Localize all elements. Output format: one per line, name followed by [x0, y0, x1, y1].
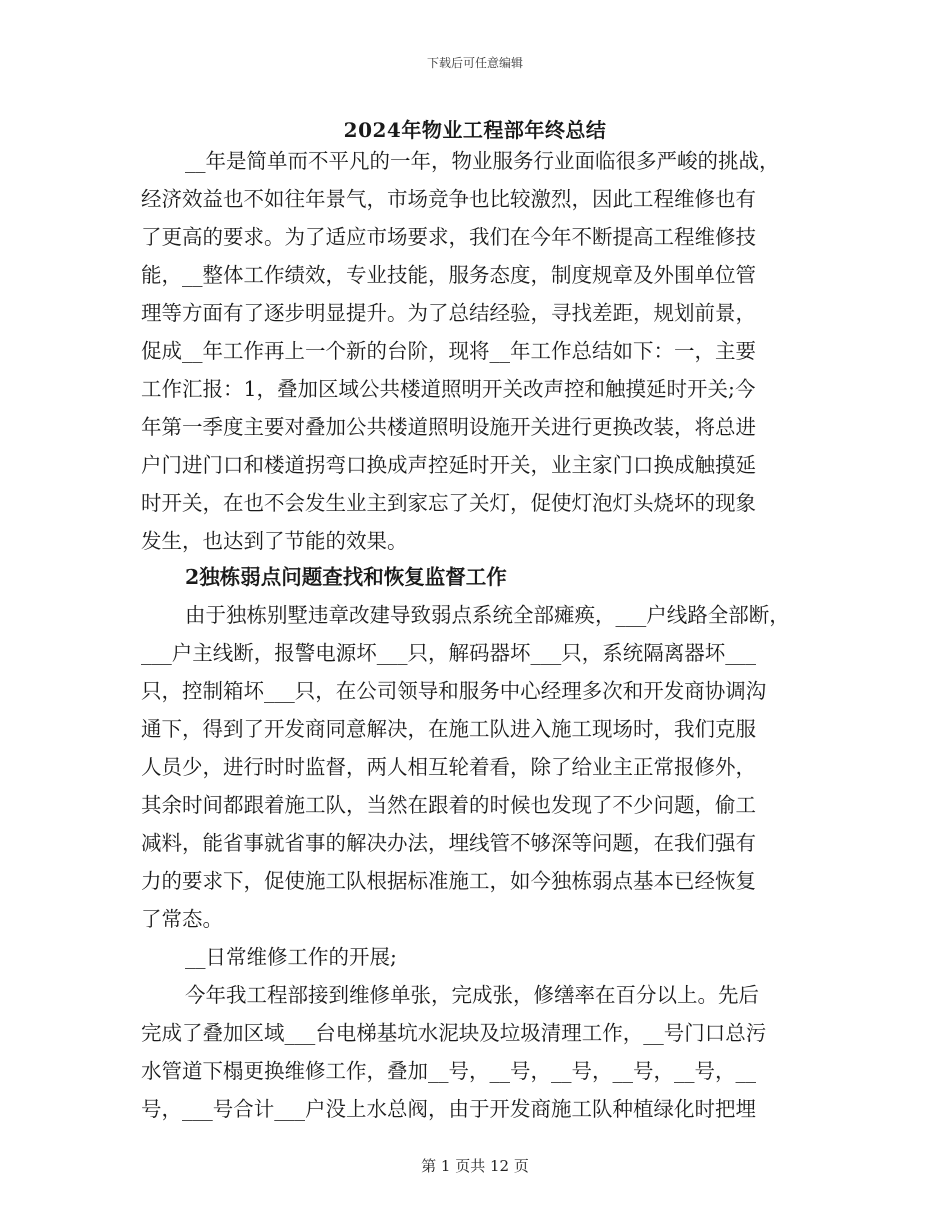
paragraph-line: 其余时间都跟着施工队，当然在跟着的时候也发现了不少问题，偷工: [141, 793, 756, 817]
paragraph-line: 人员少，进行时时监督，两人相互轮着看，除了给业主正常报修外，: [141, 755, 756, 779]
paragraph-line: 发生，也达到了节能的效果。: [141, 529, 408, 553]
paragraph-line: 年第一季度主要对叠加公共楼道照明设施开关进行更换改装，将总进: [141, 415, 756, 439]
paragraph-line: 水管道下榻更换维修工作，叠加__号，__号，__号，__号，__号，__: [141, 1059, 756, 1083]
paragraph-line: 力的要求下，促使施工队根据标准施工，如今独栋弱点基本已经恢复: [141, 869, 756, 893]
page-footer: 第 1 页共 12 页: [421, 1157, 529, 1175]
paragraph-line: 今年我工程部接到维修单张，完成张，修缮率在百分以上。先后: [185, 983, 759, 1007]
paragraph-line: 减料，能省事就省事的解决办法，埋线管不够深等问题，在我们强有: [141, 831, 756, 855]
paragraph-line: 只，控制箱坏___只，在公司领导和服务中心经理多次和开发商协调沟: [141, 679, 767, 703]
paragraph-line: 完成了叠加区域___台电梯基坑水泥块及垃圾清理工作，__号门口总污: [141, 1021, 767, 1045]
paragraph-line: 时开关，在也不会发生业主到家忘了关灯，促使灯泡灯头烧坏的现象: [141, 491, 756, 515]
page-title: 2024年物业工程部年终总结: [343, 118, 607, 142]
paragraph-line: 促成__年工作再上一个新的台阶，现将__年工作总结如下：一，主要: [141, 339, 756, 363]
paragraph-line: 工作汇报：1，叠加区域公共楼道照明开关改声控和触摸延时开关;今: [141, 377, 756, 401]
paragraph-line: 了更高的要求。为了适应市场要求，我们在今年不断提高工程维修技: [141, 225, 756, 249]
section-heading: 2独栋弱点问题查找和恢复监督工作: [185, 565, 507, 589]
paragraph-line: ___户主线断，报警电源坏___只，解码器坏___只，系统隔离器坏___: [141, 641, 756, 665]
paragraph-line: __年是简单而不平凡的一年，物业服务行业面临很多严峻的挑战，: [185, 149, 780, 173]
paragraph-line: 能，__整体工作绩效，专业技能，服务态度，制度规章及外围单位管: [141, 263, 756, 287]
paragraph-line: 由于独栋别墅违章改建导致弱点系统全部瘫痪，___户线路全部断，: [185, 603, 790, 627]
paragraph-line: 通下，得到了开发商同意解决，在施工队进入施工现场时，我们克服: [141, 717, 756, 741]
header-note: 下载后可任意编辑: [426, 56, 523, 70]
paragraph-line: 户门进门口和楼道拐弯口换成声控延时开关，业主家门口换成触摸延: [141, 453, 756, 477]
paragraph-line: 号，___号合计___户没上水总阀，由于开发商施工队种植绿化时把埋: [141, 1097, 756, 1121]
paragraph-line: 了常态。: [141, 907, 223, 931]
paragraph-line: 经济效益也不如往年景气，市场竞争也比较激烈，因此工程维修也有: [141, 187, 756, 211]
paragraph-line: 理等方面有了逐步明显提升。为了总结经验，寻找差距，规划前景，: [141, 301, 756, 325]
paragraph-line: __日常维修工作的开展;: [185, 945, 397, 969]
